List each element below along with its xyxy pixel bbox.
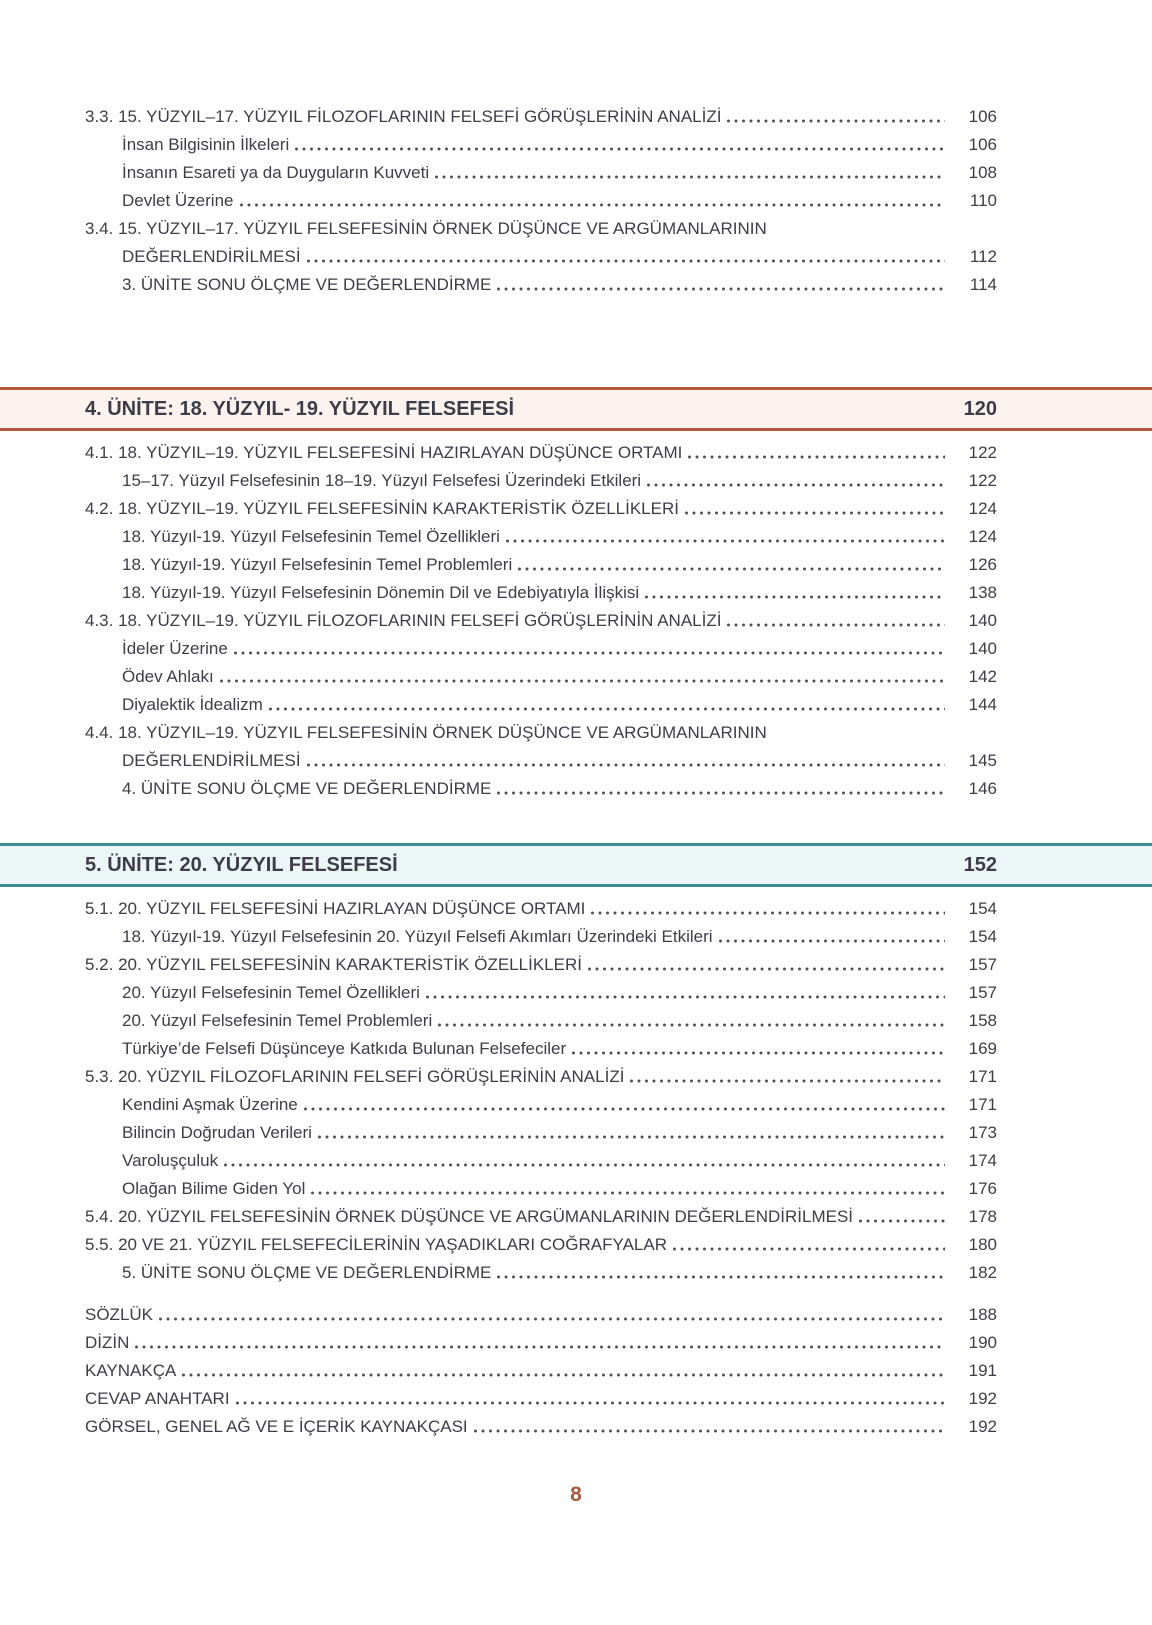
dotted-leader (673, 1246, 945, 1252)
spacer (0, 887, 1152, 895)
toc-entry (85, 1357, 997, 1385)
toc-entry-page: 140 (968, 639, 997, 658)
toc-entry (85, 1063, 997, 1091)
dotted-leader (307, 762, 945, 768)
toc-entry (85, 1231, 997, 1259)
toc-entry (85, 607, 997, 635)
unit-header-title: 4. ÜNİTE: 18. YÜZYIL- 19. YÜZYIL FELSEFESİ (85, 398, 514, 420)
toc-entry (122, 979, 997, 1007)
dotted-leader (647, 482, 945, 488)
spacer (0, 431, 1152, 439)
toc-entry (122, 663, 997, 691)
dotted-leader (240, 202, 946, 208)
toc-entry-text: İnsanın Esareti ya da Duyguların Kuvveti (122, 163, 430, 182)
dotted-leader (497, 1274, 945, 1280)
dotted-leader (497, 286, 945, 292)
toc-entry (85, 1329, 997, 1357)
toc-entry (122, 775, 997, 803)
dotted-leader (474, 1428, 945, 1434)
dotted-leader (159, 1316, 945, 1322)
toc-entry-page: 138 (968, 583, 997, 602)
toc-entry-page: 182 (968, 1263, 997, 1282)
toc-entry-text: Devlet Üzerine (122, 191, 234, 210)
toc-entry (122, 1119, 997, 1147)
toc-entry-text: 15–17. Yüzyıl Felsefesinin 18–19. Yüzyıl Felsefesi Üzerindeki Etkileri (122, 471, 642, 490)
dotted-leader (630, 1078, 945, 1084)
dotted-leader (506, 538, 945, 544)
toc-entry (122, 923, 997, 951)
toc-entry-text: 18. Yüzyıl-19. Yüzyıl Felsefesinin 20. Yüzyıl Felsefi Akımları Üzerindeki Etkileri (122, 927, 713, 946)
toc-entry (122, 1175, 997, 1203)
toc-entry (122, 523, 997, 551)
dotted-leader (224, 1162, 945, 1168)
toc-entry-page: 176 (968, 1179, 997, 1198)
toc-entry-text: Türkiye’de Felsefi Düşünceye Katkıda Bulunan Felsefeciler (122, 1039, 567, 1058)
toc-entry-text: GÖRSEL, GENEL AĞ VE E İÇERİK KAYNAKÇASI (85, 1417, 468, 1436)
toc-entry (85, 215, 997, 243)
toc-entry-page: 192 (968, 1417, 997, 1436)
dotted-leader (182, 1372, 945, 1378)
toc-entry-text: 5.1. 20. YÜZYIL FELSEFESİNİ HAZIRLAYAN DÜŞÜNCE ORTAMI (85, 899, 586, 918)
toc-entry-text: 3.3. 15. YÜZYIL–17. YÜZYIL FİLOZOFLARININ FELSEFİ GÖRÜŞLERİNİN ANALİZİ (85, 107, 722, 126)
toc-entry (122, 131, 997, 159)
toc-entry-page: 145 (968, 751, 997, 770)
toc-entry-text: DEĞERLENDİRİLMESİ (122, 751, 301, 770)
toc-entry (85, 1385, 997, 1413)
toc-entry-text: 4.4. 18. YÜZYIL–19. YÜZYIL FELSEFESİNİN ÖRNEK DÜŞÜNCE VE ARGÜMANLARININ (85, 723, 767, 742)
dotted-leader (269, 706, 945, 712)
dotted-leader (645, 594, 945, 600)
unit-header-band (0, 843, 1152, 887)
toc-entry-page: 154 (968, 899, 997, 918)
toc-entry-text: İnsan Bilgisinin İlkeleri (122, 135, 290, 154)
toc-entry-page: 192 (968, 1389, 997, 1408)
toc-entry (85, 1413, 997, 1441)
dotted-leader (588, 966, 945, 972)
toc-entry-page: 188 (968, 1305, 997, 1324)
dotted-leader (685, 510, 945, 516)
toc-entry-text: 18. Yüzyıl-19. Yüzyıl Felsefesinin Dönemin Dil ve Edebiyatıyla İlişkisi (122, 583, 640, 602)
toc-entry (122, 579, 997, 607)
dotted-leader (518, 566, 945, 572)
dotted-leader (236, 1400, 945, 1406)
dotted-leader (497, 790, 945, 796)
toc-entry-text: 4. ÜNİTE SONU ÖLÇME VE DEĞERLENDİRME (122, 779, 492, 798)
dotted-leader (435, 174, 945, 180)
toc-entry-page: 144 (968, 695, 997, 714)
toc-entry-page: 110 (969, 191, 997, 210)
toc-entry-page: 114 (969, 275, 997, 294)
toc-entry-page: 190 (968, 1333, 997, 1352)
toc-entry-text: Ödev Ahlakı (122, 667, 214, 686)
spacer (0, 1287, 1152, 1301)
dotted-leader (438, 1022, 945, 1028)
toc-entry (122, 1035, 997, 1063)
dotted-leader (727, 118, 945, 124)
toc-entry (85, 495, 997, 523)
toc-entry-text: 4.1. 18. YÜZYIL–19. YÜZYIL FELSEFESİNİ HAZIRLAYAN DÜŞÜNCE ORTAMI (85, 443, 683, 462)
spacer (0, 803, 1152, 843)
toc-entry (85, 951, 997, 979)
toc-entry (122, 1147, 997, 1175)
toc-entry-page: 108 (968, 163, 997, 182)
toc-entry (122, 1007, 997, 1035)
toc-entry-text: 5.3. 20. YÜZYIL FİLOZOFLARININ FELSEFİ GÖRÜŞLERİNİN ANALİZİ (85, 1067, 625, 1086)
toc-entry-text: DEĞERLENDİRİLMESİ (122, 247, 301, 266)
toc-entry-page: 157 (968, 955, 997, 974)
toc-entry (122, 467, 997, 495)
toc-entry-text: 5.4. 20. YÜZYIL FELSEFESİNİN ÖRNEK DÜŞÜNCE VE ARGÜMANLARININ DEĞERLENDİRİLMESİ (85, 1207, 854, 1226)
toc-entry (85, 103, 997, 131)
toc-entry-page: 146 (968, 779, 997, 798)
toc-entry-page: 174 (968, 1151, 997, 1170)
toc-entry (122, 635, 997, 663)
dotted-leader (591, 910, 945, 916)
toc-entry-text: CEVAP ANAHTARI (85, 1389, 230, 1408)
toc-entry-page: 180 (968, 1235, 997, 1254)
toc-entry-page: 126 (968, 555, 997, 574)
unit-header-page: 120 (963, 398, 997, 420)
dotted-leader (719, 938, 945, 944)
dotted-leader (135, 1344, 945, 1350)
toc-entry-text: 20. Yüzyıl Felsefesinin Temel Özellikleri (122, 983, 420, 1002)
toc-entry-page: 106 (968, 135, 997, 154)
toc-entry (122, 243, 997, 271)
toc-entry (122, 159, 997, 187)
dotted-leader (426, 994, 945, 1000)
toc-entry-text: 20. Yüzyıl Felsefesinin Temel Problemleri (122, 1011, 433, 1030)
toc-entry-text: Olağan Bilime Giden Yol (122, 1179, 306, 1198)
dotted-leader (859, 1218, 945, 1224)
toc-entry-page: 154 (968, 927, 997, 946)
toc-entry-text: Diyalektik İdealizm (122, 695, 263, 714)
toc-entry-page: 178 (968, 1207, 997, 1226)
toc-entry-text: 18. Yüzyıl-19. Yüzyıl Felsefesinin Temel Problemleri (122, 555, 513, 574)
dotted-leader (304, 1106, 945, 1112)
toc-entry-text: 5.2. 20. YÜZYIL FELSEFESİNİN KARAKTERİSTİK ÖZELLİKLERİ (85, 955, 582, 974)
toc-entry (85, 1301, 997, 1329)
toc-entry-page: 173 (968, 1123, 997, 1142)
dotted-leader (572, 1050, 945, 1056)
toc-entry (122, 271, 997, 299)
dotted-leader (295, 146, 945, 152)
toc-entry-text: Varoluşçuluk (122, 1151, 219, 1170)
toc-entry (122, 747, 997, 775)
toc-entry-page: 171 (968, 1067, 997, 1086)
toc-entry-text: 4.3. 18. YÜZYIL–19. YÜZYIL FİLOZOFLARININ FELSEFİ GÖRÜŞLERİNİN ANALİZİ (85, 611, 722, 630)
toc-entry-page: 122 (968, 471, 997, 490)
toc-entry (85, 895, 997, 923)
dotted-leader (234, 650, 945, 656)
toc-entry-page: 112 (969, 247, 997, 266)
unit-header-title: 5. ÜNİTE: 20. YÜZYIL FELSEFESİ (85, 854, 398, 876)
page-number: 8 (570, 1483, 582, 1506)
unit-header-page: 152 (963, 854, 997, 876)
toc-entry-text: Bilincin Doğrudan Verileri (122, 1123, 312, 1142)
toc-entry-text: SÖZLÜK (85, 1305, 154, 1324)
toc-entry-page: 106 (968, 107, 997, 126)
dotted-leader (318, 1134, 945, 1140)
toc-entry-text: 5. ÜNİTE SONU ÖLÇME VE DEĞERLENDİRME (122, 1263, 492, 1282)
toc-entry-text: KAYNAKÇA (85, 1361, 177, 1380)
toc-entry (122, 187, 997, 215)
toc-entry-page: 122 (968, 443, 997, 462)
dotted-leader (220, 678, 945, 684)
toc-entry-page: 142 (968, 667, 997, 686)
toc-entry (85, 719, 997, 747)
toc-entry-page: 171 (968, 1095, 997, 1114)
unit-header-band (0, 387, 1152, 431)
toc-entry-page: 140 (968, 611, 997, 630)
toc-entry (85, 1203, 997, 1231)
toc-entry-text: 3. ÜNİTE SONU ÖLÇME VE DEĞERLENDİRME (122, 275, 492, 294)
toc-entry-text: 3.4. 15. YÜZYIL–17. YÜZYIL FELSEFESİNİN ÖRNEK DÜŞÜNCE VE ARGÜMANLARININ (85, 219, 767, 238)
dotted-leader (727, 622, 945, 628)
toc-entry-page: 158 (968, 1011, 997, 1030)
toc-entry (122, 1259, 997, 1287)
toc-entry-page: 157 (968, 983, 997, 1002)
dotted-leader (307, 258, 945, 264)
toc-entry-text: İdeler Üzerine (122, 639, 228, 658)
dotted-leader (311, 1190, 945, 1196)
toc-entry-text: Kendini Aşmak Üzerine (122, 1095, 298, 1114)
toc-entry-text: 5.5. 20 VE 21. YÜZYIL FELSEFECİLERİNİN YAŞADIKLARI COĞRAFYALAR (85, 1235, 667, 1254)
toc-entry (122, 691, 997, 719)
toc-entry (85, 439, 997, 467)
toc-entry-page: 124 (968, 527, 997, 546)
toc-entry-text: 4.2. 18. YÜZYIL–19. YÜZYIL FELSEFESİNİN KARAKTERİSTİK ÖZELLİKLERİ (85, 499, 679, 518)
spacer (0, 299, 1152, 387)
toc-entry-text: DİZİN (85, 1333, 130, 1352)
toc-entry-page: 124 (968, 499, 997, 518)
toc-entry (122, 551, 997, 579)
dotted-leader (688, 454, 945, 460)
toc-entry-text: 18. Yüzyıl-19. Yüzyıl Felsefesinin Temel Özellikleri (122, 527, 500, 546)
toc-entry-page: 169 (968, 1039, 997, 1058)
toc-entry (122, 1091, 997, 1119)
toc-entry-page: 191 (968, 1361, 997, 1380)
